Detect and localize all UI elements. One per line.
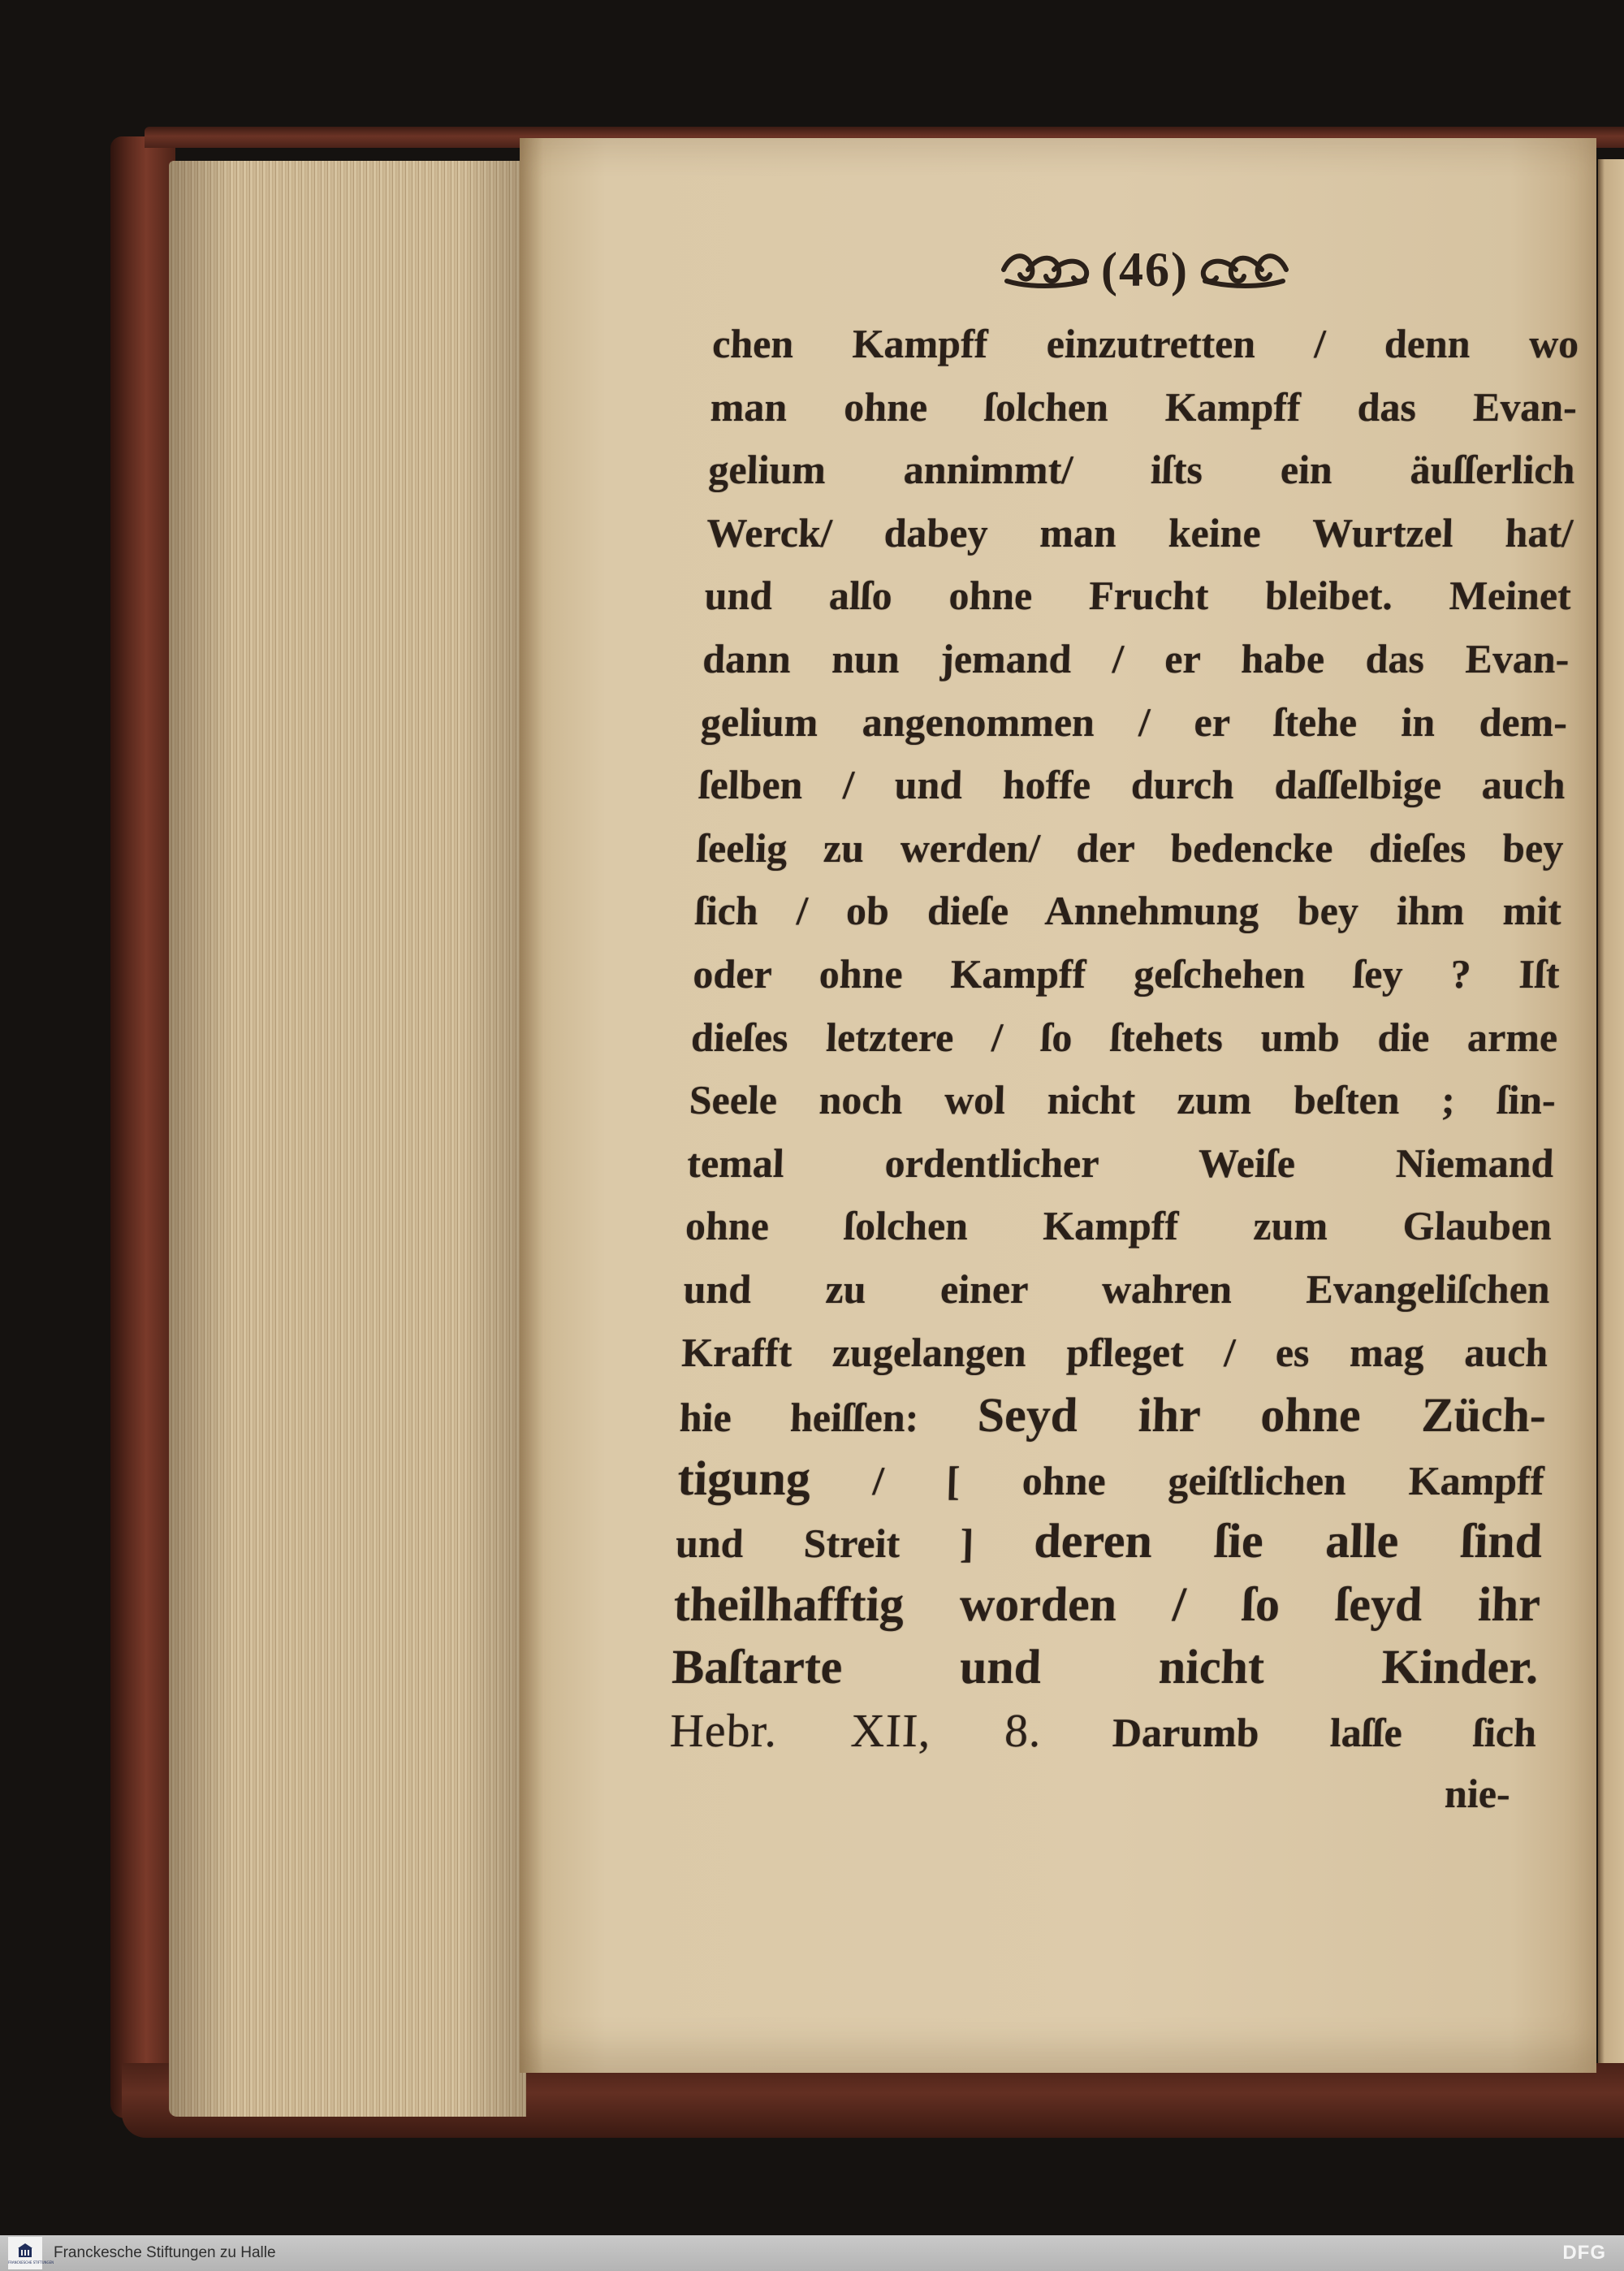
text-line: Werck/ dabey man keine Wurtzel hat/ [706,509,1574,556]
sponsor-logo-text: DFG [1562,2242,1606,2264]
page-text [667,313,1580,1825]
text-line: ſelben / und hoffe durch daſſelbige auch [698,762,1566,808]
text-line [669,1699,1537,1763]
text-segment: hie heiſſen: [679,1395,978,1441]
text-segment: / [ ohne geiſtlichen Kampff [810,1457,1545,1503]
institution-name: Franckesche Stiftungen zu Halle [54,2244,276,2261]
text-line: temal ordentlicher Weiſe Niemand [686,1140,1555,1186]
franckesche-stiftungen-logo-icon [8,2237,54,2269]
text-line: chen Kampff einzutretten / denn wo [711,321,1580,366]
text-line: man ohne ſolchen Kampff das Evan- [710,383,1578,430]
page-number: (46) [1101,243,1189,296]
text-line: dieſes letztere / ſo ſtehets umb die arme [690,1014,1559,1060]
text-line [676,1447,1544,1511]
viewer-footer-bar [0,2235,1624,2271]
facing-page-edge [1598,159,1624,2063]
text-line: Seele noch wol nicht zum beſten ; ſin- [688,1077,1557,1123]
fleuron-left-icon [996,245,1093,294]
text-line: dann nun jemand / er habe das Evan- [702,635,1570,681]
emphasized-text: tigung [676,1451,812,1505]
page-header [966,237,1324,302]
text-line: Krafft zugelangen pfleget / es mag auch [680,1329,1549,1375]
text-line: und zu einer wahren Evangeliſchen [682,1265,1551,1312]
bible-reference: Hebr. XII, 8. [669,1704,1043,1758]
emphasized-text: Seyd ihr ohne Züch- [976,1388,1547,1443]
book-cover-spine [110,136,175,2118]
text-line: ohne ſolchen Kampff zum Glauben [685,1203,1553,1249]
text-line: oder ohne Kampff geſchehen ſey ? Iſt [692,950,1561,997]
logo-text: FRANCKESCHE STIFTUNGEN [8,2260,54,2265]
text-line: und alſo ohne Frucht bleibet. Meinet [703,573,1572,619]
text-line: gelium annimmt/ iſts ein äuſſerlich [707,447,1576,493]
emphasized-text-line: Baſtarte und nicht Kinder. [671,1640,1540,1694]
page-edges-stack [169,161,526,2117]
text-segment: Darumb laſſe ſich [1040,1710,1537,1756]
emphasized-text: deren ſie alle ſind [1033,1514,1544,1568]
text-line: ſeelig zu werden/ der bedencke dieſes bey [696,824,1565,871]
text-line [679,1384,1547,1447]
text-line [675,1510,1543,1573]
text-segment: und Streit ] [675,1520,1035,1567]
fleuron-right-icon [1197,245,1294,294]
catchword: nie- [1444,1770,1511,1816]
emphasized-text-line: theilhafftig worden / ſo ſeyd ihr [672,1577,1541,1631]
logo-emblem-icon [16,2243,34,2260]
text-line: ſich / ob dieſe Annehmung bey ihm mit [694,888,1562,934]
text-line: gelium angenommen / er ſtehe in dem- [700,699,1568,745]
